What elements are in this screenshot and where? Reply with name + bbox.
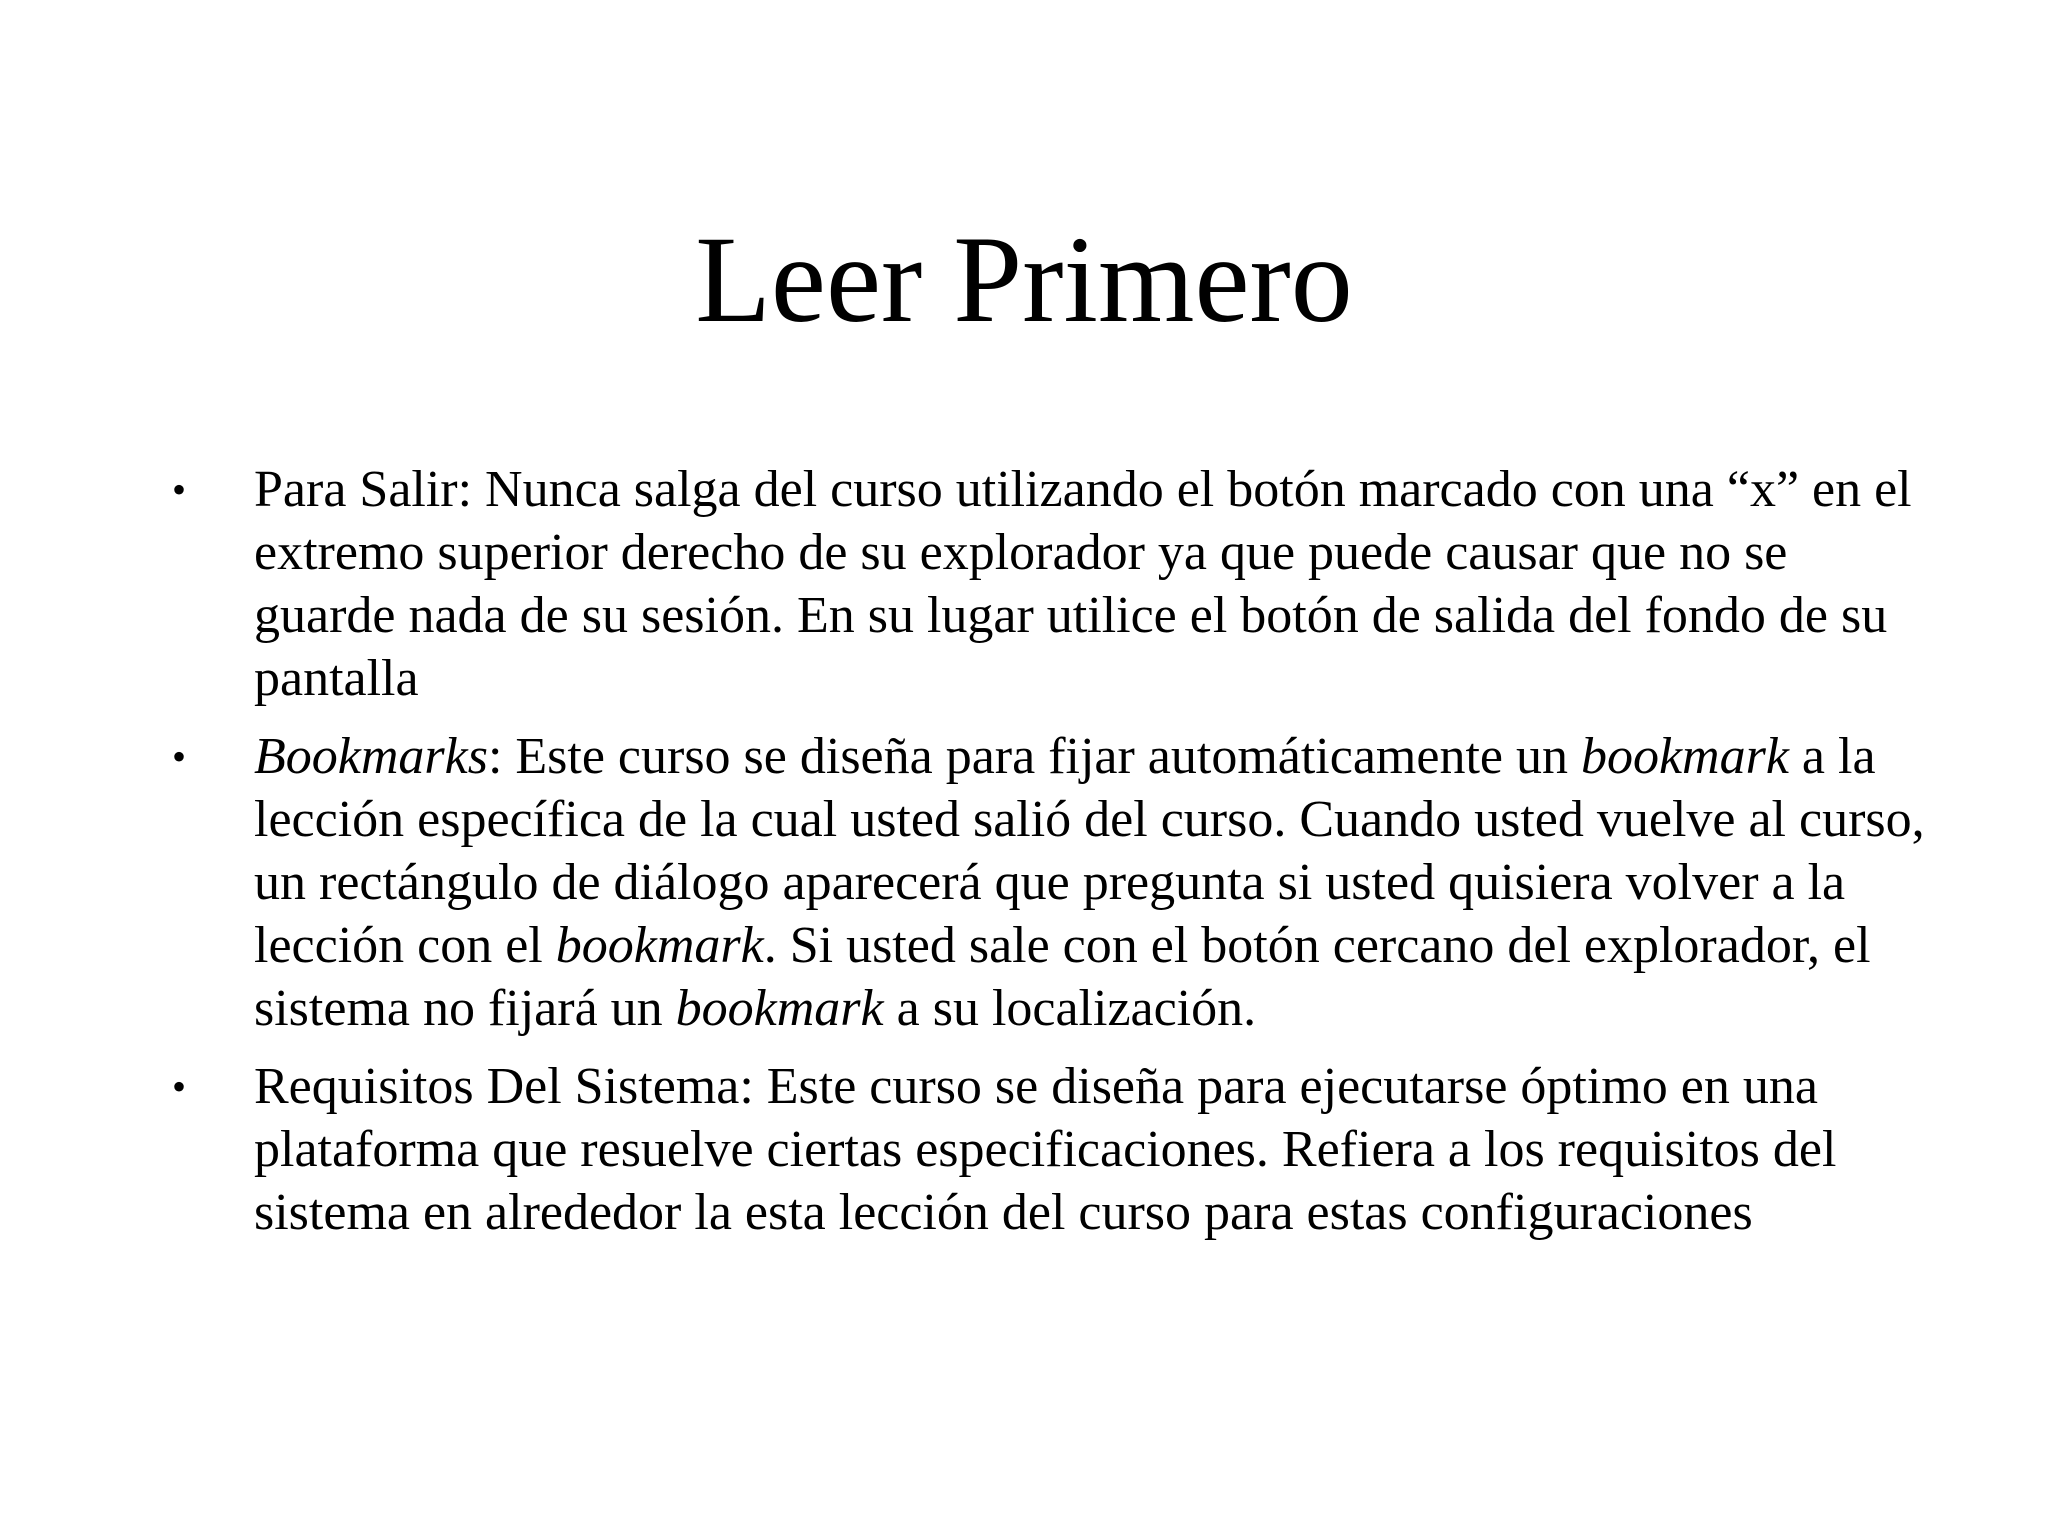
bullet-text-segment-italic: Bookmarks [254, 728, 488, 785]
bullet-text-segment: a su localización. [883, 980, 1257, 1037]
bullet-text [254, 1058, 1836, 1241]
bullet-text-segment: : Este curso se diseña para fijar automáticamente un [487, 728, 1581, 785]
bullet-item-requisitos [170, 1055, 1930, 1244]
bullet-text-segment-italic: bookmark [555, 917, 764, 974]
bullet-text-segment-italic: bookmark [675, 980, 884, 1037]
slide-title: Leer Primero [695, 211, 1353, 348]
bullet-dot-icon: • [172, 734, 187, 779]
bullet-item-para-salir [170, 458, 1930, 710]
bullet-text-segment: a la lección específica de la cual usted salió del curso. Cuando usted vuelve al curso, un rectángulo de diálogo aparecerá que pregunta si usted quisiera volver a la lección con el [254, 728, 1925, 974]
bullet-text [254, 461, 1912, 707]
bullet-text-segment: Requisitos Del Sistema: Este curso se diseña para ejecutarse óptimo en una plataforma que resuelve ciertas especificaciones. Refiera a los requisitos del sistema en alrededor la esta lección del curso para estas configuraciones [254, 1058, 1837, 1241]
bullet-list [170, 458, 1930, 1259]
bullet-text-segment-italic: bookmark [1580, 728, 1789, 785]
bullet-text-segment: Para Salir: Nunca salga del curso utilizando el botón marcado con una “x” en el extremo superior derecho de su explorador ya que puede causar que no se guarde nada de su sesión. En su lugar utilice el botón de salida del fondo de su pantalla [254, 461, 1912, 707]
bullet-dot-icon: • [172, 1064, 187, 1109]
bullet-text [254, 728, 1925, 1037]
bullet-text-segment: . Si usted sale con el botón cercano del explorador, el sistema no fijará un [254, 917, 1871, 1037]
bullet-item-bookmarks [170, 725, 1930, 1040]
bullet-dot-icon: • [172, 467, 187, 512]
